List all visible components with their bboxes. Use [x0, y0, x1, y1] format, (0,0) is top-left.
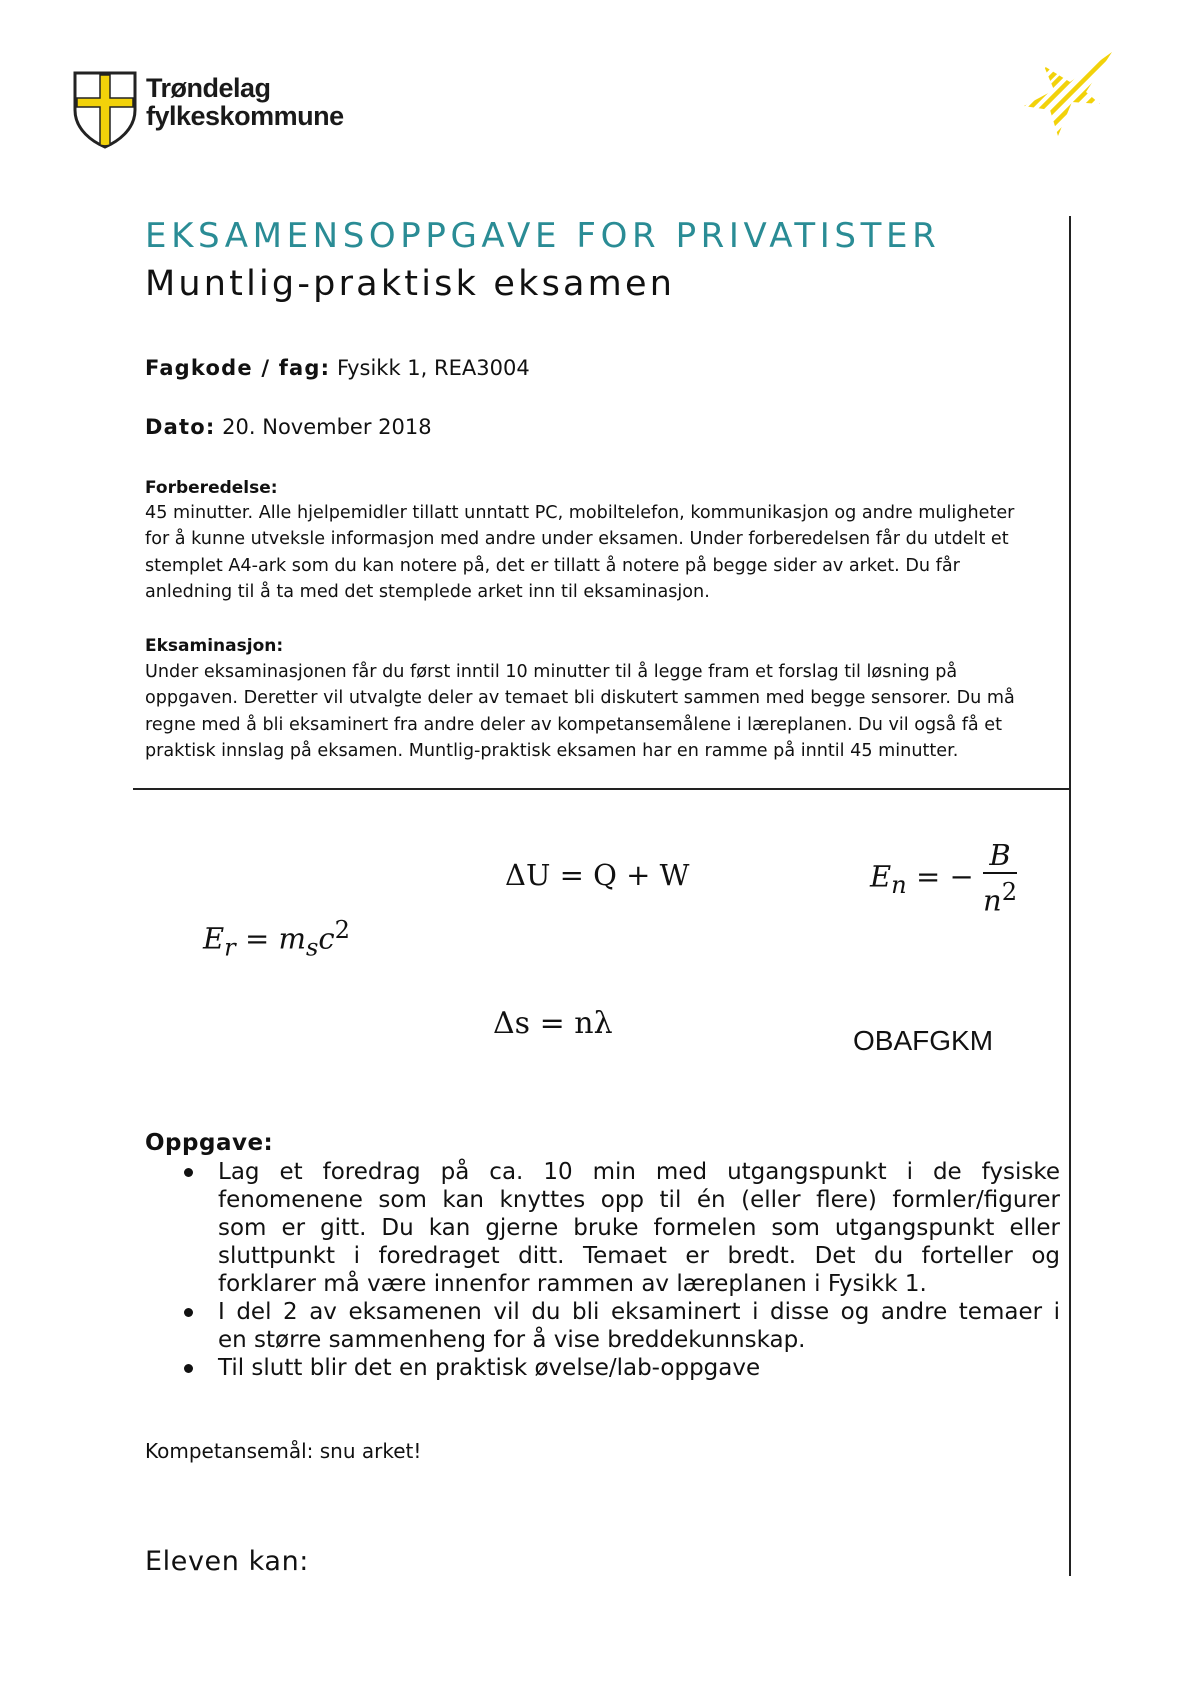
formula-subscript: n	[891, 871, 907, 900]
text-line: som er gitt. Du kan gjerne bruke formelen som utgangspunkt eller	[218, 1215, 1060, 1241]
formula-fraction	[983, 838, 1017, 919]
text-line: Lag et foredrag på ca. 10 min med utgangspunkt i de fysiske	[218, 1159, 1060, 1185]
forberedelse-heading: Forberedelse:	[145, 478, 278, 498]
text-line: fenomenene som kan knyttes opp til én (eller flere) formler/figurer	[218, 1187, 1060, 1213]
oppgave-list	[180, 1158, 1060, 1382]
forberedelse-text	[145, 500, 1065, 606]
fagkode-label: Fagkode / fag:	[145, 356, 331, 380]
dato-field	[145, 415, 432, 439]
bullet-icon	[184, 1308, 193, 1317]
text-line: 45 minutter. Alle hjelpemidler tillatt unntatt PC, mobiltelefon, kommunikasjon og andre muligheter	[145, 503, 1015, 523]
oppgave-heading: Oppgave:	[145, 1130, 274, 1156]
formula-first-law: ΔU = Q + W	[505, 858, 690, 892]
formula-subscript: r	[224, 933, 236, 962]
horizontal-rule	[133, 788, 1071, 790]
logo-wordmark	[146, 74, 344, 130]
text-line: praktisk innslag på eksamen. Muntlig-praktisk eksamen har en ramme på inntil 45 minutter.	[145, 741, 959, 762]
formula-path-difference: Δs = nλ	[493, 1006, 613, 1041]
page-title: EKSAMENSOPPGAVE FOR PRIVATISTER	[145, 216, 941, 256]
spectral-classes: OBAFGKM	[853, 1025, 994, 1056]
bullet-icon	[184, 1168, 193, 1177]
formula-exponent: 2	[334, 916, 351, 944]
text-line: I del 2 av eksamenen vil du bli eksaminert i disse og andre temaer i	[218, 1299, 1060, 1325]
formula-symbol: c	[318, 921, 335, 956]
eleven-kan-heading: Eleven kan:	[145, 1546, 309, 1577]
logo-line-2: fylkeskommune	[146, 101, 344, 131]
formula-operator: =	[244, 921, 270, 956]
fagkode-value: Fysikk 1, REA3004	[336, 356, 530, 380]
denominator-symbol: n	[983, 883, 1002, 918]
kompetansemal-note: Kompetansemål: snu arket!	[145, 1439, 422, 1463]
denominator-exponent: 2	[1001, 878, 1018, 906]
text-line: regne med å bli eksaminert fra andre deler av kompetansemålene i læreplanen. Du vil også få et	[145, 714, 1002, 735]
formula-symbol: E	[870, 859, 892, 894]
dato-label: Dato:	[145, 415, 216, 439]
formula-energy-level	[870, 838, 1017, 919]
page-subtitle: Muntlig-praktisk eksamen	[145, 264, 676, 304]
formula-symbol: m	[278, 921, 306, 956]
text-line: en større sammenheng for å vise breddekunnskap.	[218, 1327, 806, 1353]
fraction-denominator	[983, 874, 1017, 919]
list-item	[180, 1354, 1060, 1382]
formula-rest-energy	[203, 916, 350, 961]
eksaminasjon-heading: Eksaminasjon:	[145, 636, 284, 656]
fraction-numerator: B	[983, 838, 1017, 874]
list-item	[180, 1158, 1060, 1298]
text-line: sluttpunkt i foredraget ditt. Temaet er bredt. Det du forteller og	[218, 1243, 1060, 1269]
vertical-rule	[1069, 216, 1071, 1576]
logo-line-1: Trøndelag	[146, 73, 271, 103]
text-line: stemplet A4-ark som du kan notere på, det er tillatt å notere på begge sider av arket. Du får	[145, 555, 960, 576]
eksaminasjon-text	[145, 659, 1065, 765]
list-item	[180, 1298, 1060, 1354]
bullet-icon	[184, 1364, 193, 1373]
text-line: anledning til å ta med det stemplede arket inn til eksaminasjon.	[145, 582, 710, 603]
dato-value: 20. November 2018	[222, 415, 432, 439]
text-line: Til slutt blir det en praktisk øvelse/lab-oppgave	[218, 1355, 761, 1381]
text-line: oppgaven. Deretter vil utvalgte deler av temaet bli diskutert sammen med begge sensorer. Du må	[145, 688, 1015, 709]
star-logo-icon	[1020, 48, 1120, 152]
text-line: Under eksaminasjonen får du først inntil 10 minutter til å legge fram et forslag til løsning på	[145, 662, 958, 682]
formula-symbol: E	[203, 921, 225, 956]
fagkode-field	[145, 356, 530, 380]
formula-operator: = −	[915, 859, 974, 894]
formula-subscript: s	[305, 933, 319, 962]
coat-of-arms-icon	[72, 70, 138, 154]
text-line: forklarer må være innenfor rammen av læreplanen i Fysikk 1.	[218, 1271, 927, 1297]
text-line: for å kunne utveksle informasjon med andre under eksamen. Under forberedelsen får du utdelt et	[145, 529, 1009, 550]
